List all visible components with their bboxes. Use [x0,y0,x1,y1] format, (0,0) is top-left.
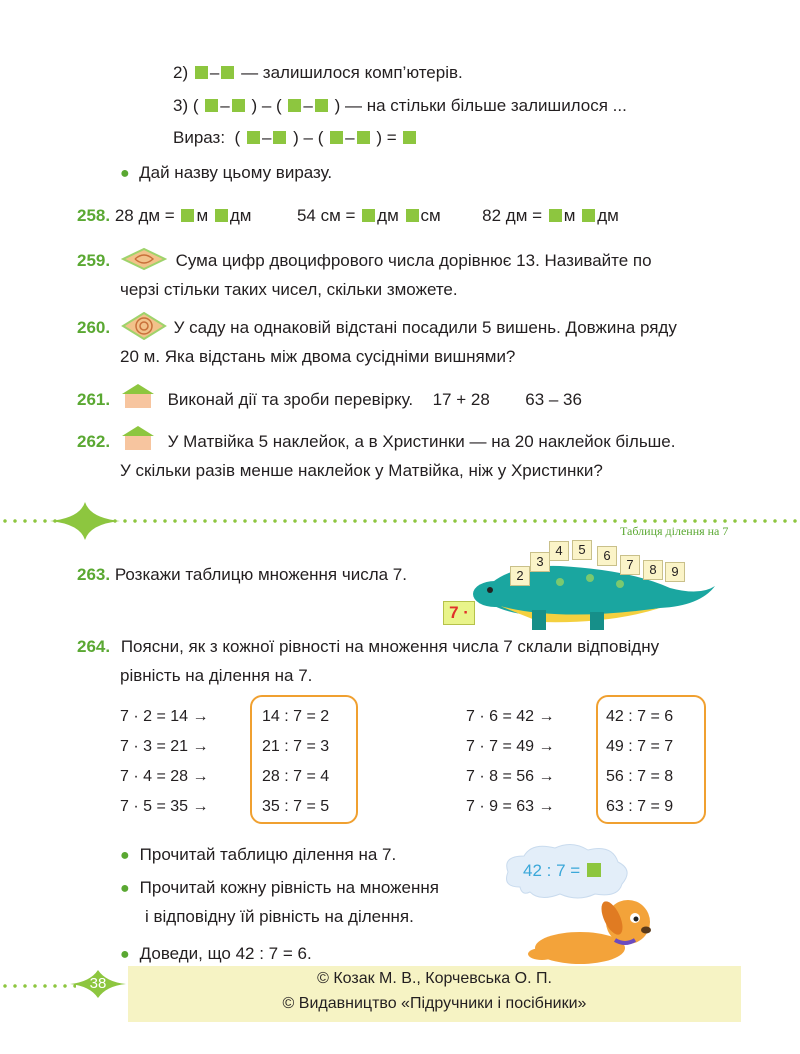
page-number-badge [70,970,126,998]
copyright-author: © Козак М. В., Корчевська О. П. [317,970,552,987]
task-text-line: черзі стільки таких чисел, скільки зможете. [120,280,458,299]
bullet-text: Дай назву цьому виразу. [139,163,333,182]
task-text: Розкажи таблицю множення числа 7. [114,565,407,584]
task-text-line: У скільки разів менше наклейок у Матвійка, ніж у Христинки? [120,461,603,480]
division-equation: 35 : 7 = 5 [262,798,330,815]
pair-work-icon [121,247,167,271]
bullet-icon: ● [120,847,130,864]
star-ornament-icon [50,500,120,540]
step-2 [173,63,463,83]
dog-illustration [520,888,660,968]
dinosaur-plate-number: 9 [665,562,685,582]
task-258 [77,206,619,226]
blank-square [221,66,234,79]
bullet-item [145,907,414,927]
blank-square [205,99,218,112]
dinosaur-plate-number: 5 [572,540,592,560]
task-number: 259. [77,251,111,270]
homework-icon [121,383,155,409]
task-text-line: 20 м. Яка відстань між двома сусідніми вишнями? [120,347,516,366]
blank-square [362,209,375,222]
unit: м [563,206,576,225]
task-259 [77,246,742,304]
step-text: ) — на стільки більше залишилося ... [334,96,627,115]
conversion-a: 28 дм = [114,206,175,225]
bullet-icon: ● [120,165,130,182]
task-260 [77,312,742,371]
blank-square [315,99,328,112]
cloud-text: 42 : 7 = [523,861,581,880]
blank-square [330,131,343,144]
footer-dots [0,983,76,989]
bullet-name-expression [120,163,332,183]
dash: – [209,63,220,82]
blank-square [232,99,245,112]
copyright-publisher: © Видавництво «Підручники і посібники» [282,995,587,1012]
blank-square [587,863,601,877]
footer-band [128,966,741,1022]
bullet-item [120,944,312,964]
multiplication-equation: 7 · 4 = 28 → [120,768,209,785]
task-264 [77,632,742,690]
bullet-text: і відповідну їй рівність на ділення. [145,907,414,926]
bullet-text: Прочитай кожну рівність на множення [139,878,439,897]
bullet-text: Прочитай таблицю ділення на 7. [139,845,397,864]
multiplication-equation: 7 · 6 = 42 → [466,708,555,725]
multiplication-equation: 7 · 3 = 21 → [120,738,209,755]
step-operator: ) – ( [251,96,282,115]
task-number: 264. [77,637,111,656]
expression: 63 – 36 [525,390,582,409]
step-operator: ) – ( [293,128,324,147]
task-number: 263. [77,565,111,584]
unit: дм [229,206,252,225]
blank-square [288,99,301,112]
equals: ) = [376,128,397,147]
blank-square [549,209,562,222]
step-3: 3) ( – ) – ( – ) — на стільки більше залишилося ... [173,96,627,115]
expression-label: Вираз: [173,128,226,147]
task-text-line: рівність на ділення на 7. [120,666,313,685]
blank-square [247,131,260,144]
division-equation: 56 : 7 = 8 [606,768,674,785]
bullet-item [120,878,439,898]
cloud-expression [523,861,603,881]
task-text-line: Сума цифр двоцифрового числа дорівнює 13. Називайте по [175,251,652,270]
multiplication-equation: 7 · 9 = 63 → [466,798,555,815]
conversion-c: 82 дм = [482,206,543,225]
multiplication-equation: 7 · 8 = 56 → [466,768,555,785]
task-number: 258. [77,206,111,225]
unit: дм [597,206,619,225]
division-equation: 28 : 7 = 4 [262,768,330,785]
page-number: 38 [89,975,107,992]
multiplication-equation: 7 · 2 = 14 → [120,708,209,725]
step-label: 3) ( [173,96,199,115]
blank-square [582,209,595,222]
blank-square [406,209,419,222]
bullet-icon: ● [120,880,130,897]
task-number: 262. [77,432,111,451]
division-equation: 63 : 7 = 9 [606,798,674,815]
task-text-line: У Матвійка 5 наклейок, а в Христинки — на 20 наклейок більше. [167,432,676,451]
task-number: 261. [77,390,111,409]
unit: м [196,206,209,225]
task-number: 260. [77,318,111,337]
dinosaur-plate-number: 6 [597,546,617,566]
blank-square [215,209,228,222]
dinosaur-card [443,601,475,625]
step-text: — залишилося комп’ютерів. [241,63,463,82]
card-label: 7 · [449,603,469,622]
dinosaur-plate-number: 2 [510,566,530,586]
dinosaur-plate-number: 3 [530,552,550,572]
dinosaur-plate-number: 8 [643,560,663,580]
unit: дм [377,206,399,225]
blank-square [181,209,194,222]
division-equation: 49 : 7 = 7 [606,738,674,755]
blank-square [357,131,370,144]
multiplication-equation: 7 · 7 = 49 → [466,738,555,755]
expression: 17 + 28 [432,390,490,409]
dinosaur-plate-number: 4 [549,541,569,561]
homework-icon [121,425,155,451]
bullet-item [120,845,396,865]
maze-icon [121,312,167,340]
division-equation: 42 : 7 = 6 [606,708,674,725]
expression-line: Вираз: ( – ) – ( – ) = [173,128,418,148]
step-label: 2) [173,63,189,82]
task-text: Виконай дії та зроби перевірку. [167,390,414,409]
paren: ( [234,128,241,147]
division-equation: 14 : 7 = 2 [262,708,330,725]
unit: см [420,206,441,225]
blank-square [273,131,286,144]
bullet-text: Доведи, що 42 : 7 = 6. [139,944,312,963]
task-text-line: У саду на однаковій відстані посадили 5 вишень. Довжина ряду [173,318,677,337]
task-263 [77,565,407,585]
conversion-b: 54 см = [296,206,356,225]
task-261 [77,383,742,414]
blank-square [403,131,416,144]
bullet-icon: ● [120,946,130,963]
section-caption: Таблиця ділення на 7 [620,524,729,538]
dinosaur-plate-number: 7 [620,555,640,575]
task-text-line: Поясни, як з кожної рівності на множення числа 7 склали відповідну [120,637,660,656]
blank-square [195,66,208,79]
multiplication-equation: 7 · 5 = 35 → [120,798,209,815]
division-equation: 21 : 7 = 3 [262,738,330,755]
task-262 [77,425,742,485]
